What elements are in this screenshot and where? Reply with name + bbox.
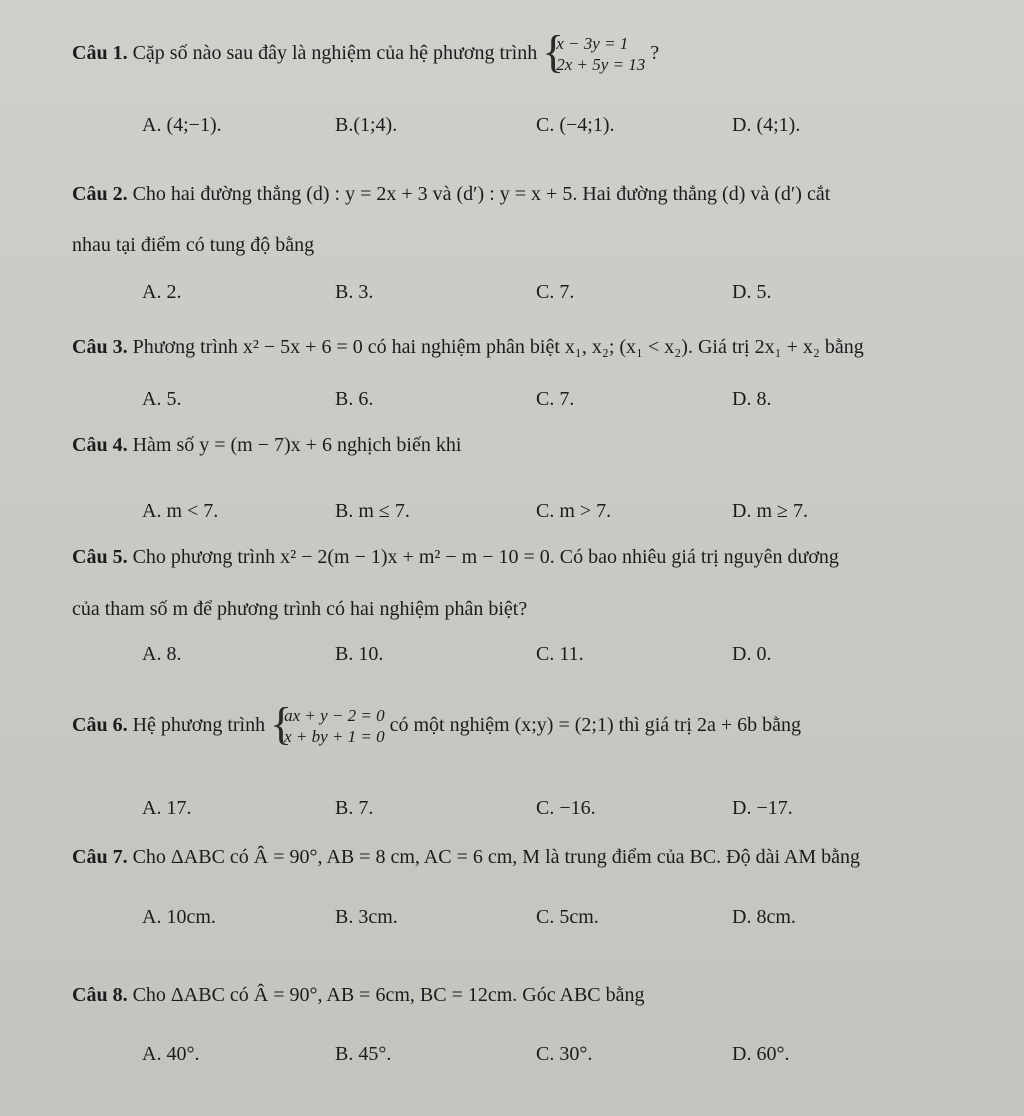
system-row: x + by + 1 = 0 bbox=[284, 727, 385, 747]
question-label: Câu 1. bbox=[72, 42, 128, 65]
question-label: Câu 5. bbox=[72, 546, 128, 568]
brace-icon: { bbox=[542, 26, 565, 77]
option-d: D. 8. bbox=[732, 388, 772, 410]
option-b: B. 45°. bbox=[335, 1043, 392, 1065]
question-5 bbox=[72, 546, 839, 569]
option-b: B. m ≤ 7. bbox=[335, 500, 410, 522]
option-d: D. 5. bbox=[732, 281, 772, 303]
question-text: Cho ΔABC có Â = 90°, AB = 8 cm, AC = 6 cm, M là trung điểm của BC. Độ dài AM bằng bbox=[132, 846, 861, 868]
question-text: Cho phương trình x² − 2(m − 1)x + m² − m − 10 = 0. Có bao nhiêu giá trị nguyên dương bbox=[132, 546, 839, 568]
option-d: D. 8cm. bbox=[732, 906, 796, 928]
question-text: Phương trình x² − 5x + 6 = 0 có hai nghiệm phân biệt x₁, x₂; (x₁ < x₂). Giá trị 2x₁ + x₂ bằng bbox=[132, 336, 864, 358]
question-text: Hệ phương trình bbox=[132, 714, 266, 737]
question-3 bbox=[72, 336, 864, 359]
equation-system bbox=[270, 698, 385, 749]
option-c: C. −16. bbox=[536, 797, 596, 819]
question-text: Hàm số y = (m − 7)x + 6 nghịch biến khi bbox=[132, 434, 462, 456]
option-a: A. 40°. bbox=[142, 1043, 200, 1065]
question-label: Câu 8. bbox=[72, 984, 128, 1006]
question-after: ? bbox=[650, 42, 660, 65]
question-label: Câu 7. bbox=[72, 846, 128, 868]
system-row: x − 3y = 1 bbox=[556, 34, 629, 53]
option-c: C. 7. bbox=[536, 388, 575, 410]
option-c: C. 30°. bbox=[536, 1043, 593, 1065]
option-a: A. 5. bbox=[142, 388, 182, 410]
option-a: A. 2. bbox=[142, 281, 182, 303]
option-b: B. 3. bbox=[335, 281, 374, 303]
question-text: Cặp số nào sau đây là nghiệm của hệ phương trình bbox=[132, 42, 538, 65]
option-d: D. 60°. bbox=[732, 1043, 790, 1065]
option-d: D. −17. bbox=[732, 797, 793, 819]
option-d: D. (4;1). bbox=[732, 114, 801, 136]
question-label: Câu 3. bbox=[72, 336, 128, 358]
question-text-line2: nhau tại điểm có tung độ bằng bbox=[72, 234, 315, 256]
option-b: B. 7. bbox=[335, 797, 374, 819]
option-d: D. 0. bbox=[732, 643, 772, 665]
question-text: Cho hai đường thẳng (d) : y = 2x + 3 và (d′) : y = x + 5. Hai đường thẳng (d) và (d′) cắt bbox=[132, 183, 831, 205]
question-label: Câu 4. bbox=[72, 434, 128, 456]
option-a: A. 10cm. bbox=[142, 906, 216, 928]
question-8 bbox=[72, 984, 645, 1007]
question-2 bbox=[72, 183, 830, 206]
option-b: B. 6. bbox=[335, 388, 374, 410]
question-label: Câu 2. bbox=[72, 183, 128, 205]
question-text: Cho ΔABC có Â = 90°, AB = 6cm, BC = 12cm. Góc ABC bằng bbox=[132, 984, 645, 1006]
option-c: C. 5cm. bbox=[536, 906, 599, 928]
equation-system bbox=[542, 26, 646, 77]
option-d: D. m ≥ 7. bbox=[732, 500, 808, 522]
option-c: C. (−4;1). bbox=[536, 114, 615, 136]
brace-icon: { bbox=[270, 698, 293, 749]
question-label: Câu 6. bbox=[72, 714, 128, 737]
option-c: C. m > 7. bbox=[536, 500, 612, 522]
option-a: A. (4;−1). bbox=[142, 114, 222, 136]
option-a: A. 8. bbox=[142, 643, 182, 665]
question-6 bbox=[72, 698, 801, 749]
option-c: C. 7. bbox=[536, 281, 575, 303]
question-text-line2: của tham số m để phương trình có hai nghiệm phân biệt? bbox=[72, 598, 528, 620]
system-row: ax + y − 2 = 0 bbox=[284, 706, 385, 725]
question-1 bbox=[72, 26, 660, 77]
option-b: B. 10. bbox=[335, 643, 384, 665]
question-after: có một nghiệm (x;y) = (2;1) thì giá trị 2a + 6b bằng bbox=[389, 714, 801, 737]
question-7 bbox=[72, 846, 860, 869]
option-a: A. m < 7. bbox=[142, 500, 219, 522]
option-a: A. 17. bbox=[142, 797, 192, 819]
system-row: 2x + 5y = 13 bbox=[556, 55, 646, 75]
option-b: B.(1;4). bbox=[335, 114, 398, 136]
question-4 bbox=[72, 434, 461, 457]
option-c: C. 11. bbox=[536, 643, 584, 665]
option-b: B. 3cm. bbox=[335, 906, 398, 928]
